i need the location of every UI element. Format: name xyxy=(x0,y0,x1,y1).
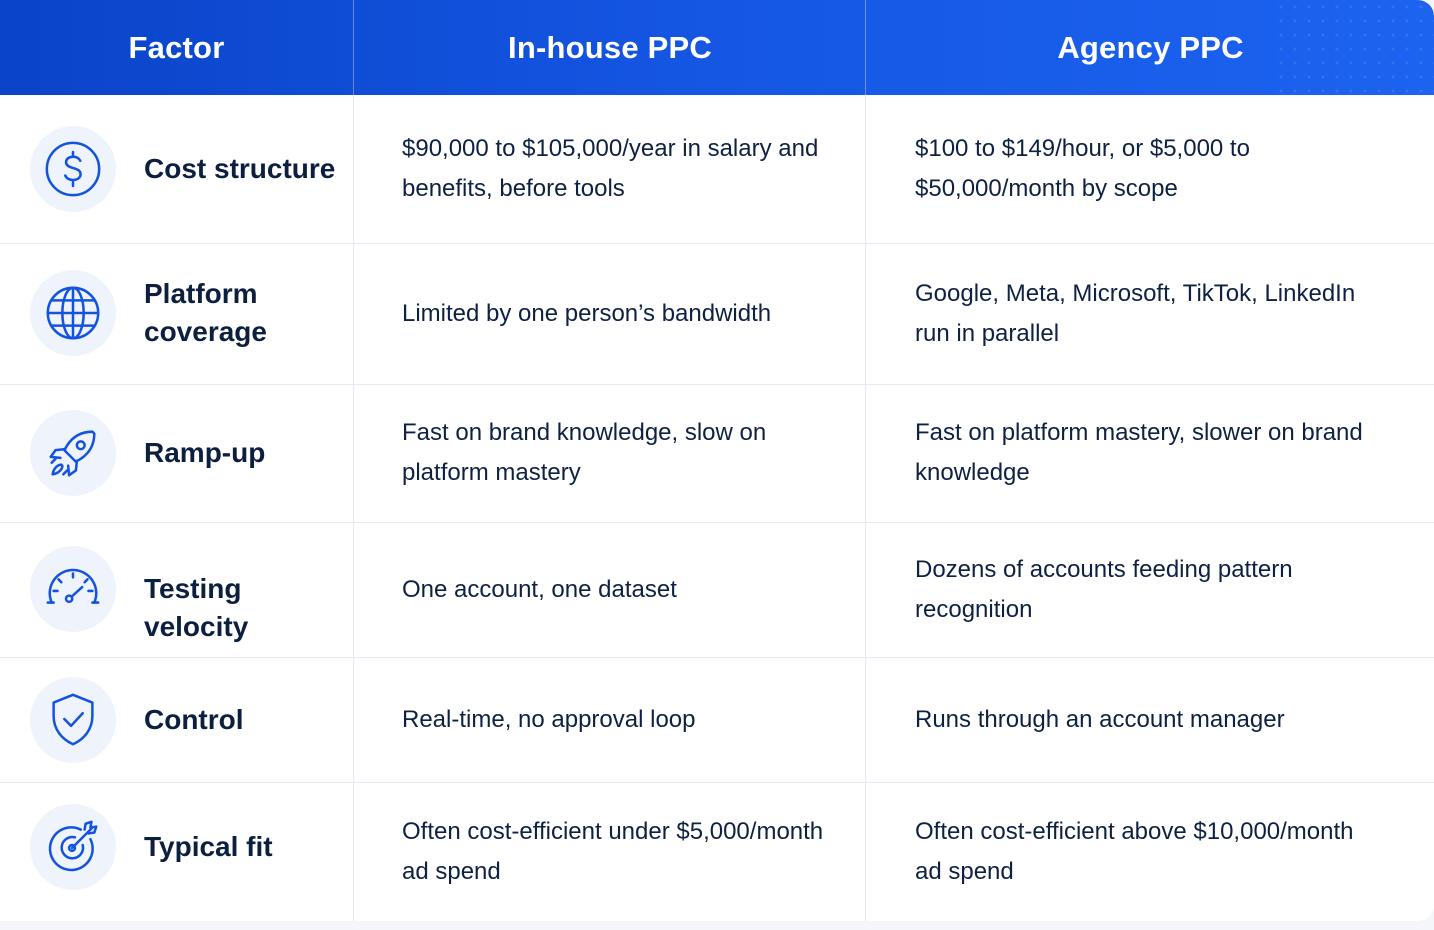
shield-check-icon xyxy=(42,689,104,751)
inhouse-cell xyxy=(353,657,865,782)
icon-badge xyxy=(30,126,116,212)
factor-label: Platform coverage xyxy=(144,278,267,347)
table-row-cost-structure xyxy=(0,95,1434,244)
inhouse-text: Often cost-efficient under $5,000/month ad spend xyxy=(402,817,824,885)
table-row-ramp-up xyxy=(0,384,1434,523)
header-factor: Factor xyxy=(128,29,225,65)
icon-badge xyxy=(30,546,116,632)
factor-cell xyxy=(0,782,353,921)
agency-text: Google, Meta, Microsoft, TikTok, LinkedIn run in parallel xyxy=(915,279,1356,347)
dollar-icon xyxy=(42,138,104,200)
factor-label: Testing velocity xyxy=(144,573,249,642)
inhouse-text: One account, one dataset xyxy=(402,575,677,603)
speedometer-icon xyxy=(42,558,104,620)
agency-text: Dozens of accounts feeding pattern recognition xyxy=(915,555,1293,623)
agency-text: Fast on platform mastery, slower on brand knowledge xyxy=(915,419,1363,486)
target-icon xyxy=(42,816,104,878)
table-row-control xyxy=(0,657,1434,783)
factor-label: Typical fit xyxy=(144,831,273,862)
agency-text: $100 to $149/hour, or $5,000 to $50,000/month by scope xyxy=(915,135,1250,202)
icon-badge xyxy=(30,804,116,890)
factor-cell xyxy=(0,384,353,522)
agency-cell xyxy=(865,95,1434,243)
inhouse-cell xyxy=(353,95,865,243)
agency-text: Runs through an account manager xyxy=(915,705,1285,733)
icon-badge xyxy=(30,410,116,496)
header-inhouse-ppc: In-house PPC xyxy=(353,0,866,95)
icon-badge xyxy=(30,270,116,356)
globe-icon xyxy=(42,282,104,344)
agency-cell xyxy=(865,657,1434,782)
inhouse-cell xyxy=(353,782,865,921)
inhouse-text: Real-time, no approval loop xyxy=(402,705,696,733)
agency-cell xyxy=(865,522,1434,657)
inhouse-text: $90,000 to $105,000/year in salary and benefits, before tools xyxy=(402,135,819,202)
factor-cell xyxy=(0,657,353,782)
inhouse-cell xyxy=(353,522,865,657)
inhouse-text: Fast on brand knowledge, slow on platform mastery xyxy=(402,419,767,486)
agency-cell xyxy=(865,243,1434,384)
factor-label: Ramp-up xyxy=(144,437,266,468)
factor-cell xyxy=(0,522,353,657)
agency-cell xyxy=(865,782,1434,921)
inhouse-cell xyxy=(353,384,865,522)
table-row-testing-velocity xyxy=(0,522,1434,658)
factor-cell xyxy=(0,243,353,384)
table-row-typical-fit xyxy=(0,782,1434,921)
agency-cell xyxy=(865,384,1434,522)
table-row-platform-coverage xyxy=(0,243,1434,385)
factor-label: Control xyxy=(144,704,244,735)
factor-cell xyxy=(0,95,353,243)
inhouse-text: Limited by one person’s bandwidth xyxy=(402,299,772,327)
inhouse-cell xyxy=(353,243,865,384)
table-header xyxy=(0,0,1434,95)
factor-label: Cost structure xyxy=(144,153,336,184)
header-agency-ppc: Agency PPC xyxy=(865,0,1434,95)
icon-badge xyxy=(30,677,116,763)
agency-text: Often cost-efficient above $10,000/month ad spend xyxy=(915,817,1354,885)
rocket-icon xyxy=(42,422,104,484)
